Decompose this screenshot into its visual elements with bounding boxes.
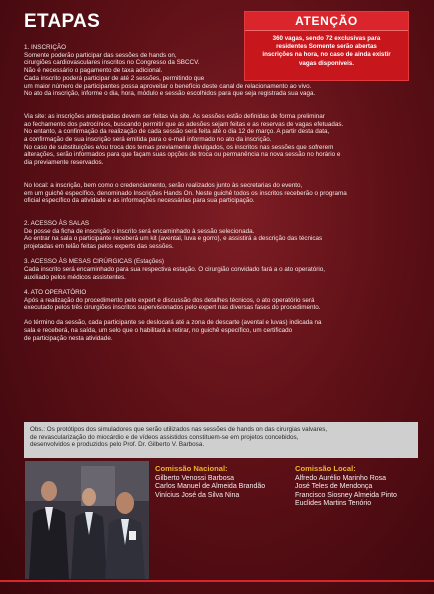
committee-member: Alfredo Aurélio Marinho Rosa (295, 474, 387, 482)
text-line: Não é necessário o pagamento de taxa adicional. (24, 67, 163, 75)
national-committee-title: Comissão Nacional: (155, 464, 228, 473)
text-line: Somente poderão participar das sessões de hands on, (24, 51, 177, 59)
text-line: ao fechamento dos patrocínios, buscando permitir que as adesões sejam feitas e as reservas de vagas efetuadas. (24, 120, 344, 128)
text-line: oficial específico da atividade e as informações necessárias para sua participação. (24, 197, 255, 205)
text-line: Após a realização do procedimento pelo expert e discussão dos detalhes técnicos, o ato operatório será (24, 296, 315, 304)
attention-title: ATENÇÃO (245, 12, 408, 31)
paragraph-no-local (24, 182, 419, 205)
text-line: auxiliado pelos médicos assistentes. (24, 273, 126, 281)
observation-box (24, 422, 418, 458)
section-acesso-salas (24, 220, 419, 251)
text-line: projetadas em telão feitas pelos experts das sessões. (24, 243, 174, 251)
committee-member: Gilberto Venossi Barbosa (155, 474, 234, 482)
text-line: alterações, serão informados para que façam suas opções de troca ou permanência na nova sessão no horário e (24, 151, 341, 159)
group-photo (25, 461, 149, 579)
page-title: ETAPAS (24, 11, 101, 32)
text-line: dia previamente reservados. (24, 159, 104, 167)
section-ato-operatorio (24, 289, 419, 312)
section-heading: 1. INSCRIÇÃO (24, 44, 66, 51)
group-photo-illustration (25, 461, 149, 579)
section-inscricao (24, 44, 419, 98)
section-heading: 2. ACESSO ÀS SALAS (24, 219, 90, 227)
attention-line: inscrições na hora, no caso de ainda existir (262, 51, 391, 59)
section-acesso-mesas (24, 258, 419, 281)
obs-line: desenvolvidos e produzidos pelo Prof. Dr. Gilberto V. Barbosa. (30, 441, 205, 449)
text-line: de participação nesta atividade. (24, 334, 113, 342)
attention-line: vagas disponíveis. (298, 59, 355, 67)
text-line: No local: a inscrição, bem como o credenciamento, serão realizados junto às secretarias do evento, (24, 181, 303, 189)
text-line: cirurgiões cardiovasculares inscritos no Congresso da SBCCV. (24, 59, 200, 67)
committee-member: José Teles de Mendonça (295, 483, 373, 491)
attention-line: 360 vagas, sendo 72 exclusivas para (272, 35, 381, 42)
bottom-rule (0, 580, 434, 582)
obs-line: de revascularização do miocárdio e de vídeos assistidos constituem-se em projetos concebidos, (30, 433, 299, 441)
text-line: No caso de substituições e/ou troca dos temas previamente divulgados, os inscritos nas sessões que sofrerem (24, 143, 334, 151)
committee-member: Euclides Martins Tenório (295, 500, 372, 508)
text-line: Ao entrar na sala o participante receberá um kit (avental, luva e gorro), e assistirá a descrição das técnicas (24, 235, 323, 243)
section-heading: 4. ATO OPERATÓRIO (24, 288, 87, 296)
obs-line: Obs.: Os protótipos dos simuladores que serão utilizados nas sessões de hands on das cirurgias valvares, (30, 426, 328, 433)
local-committee (295, 465, 397, 509)
text-line: em um guichê específico, denominado Inscrições Hands On. Neste guichê todos os inscritos receberão o programa (24, 189, 347, 197)
committee-member: Carlos Manuel de Almeida Brandão (155, 483, 266, 491)
local-committee-title: Comissão Local: (295, 464, 356, 473)
text-line: Cada inscrito será encaminhado para sua respectiva estação. O cirurgião convidado fará a o ato operatório, (24, 265, 326, 273)
attention-line: residentes Somente serão abertas (276, 43, 377, 51)
text-line: Ao término da sessão, cada participante se deslocará até a zona de descarte (avental e luvas) indicada na (24, 319, 322, 327)
text-line: um maior número de participantes possa aproveitar o benefício deste canal de relacionamento ao vivo. (24, 82, 312, 90)
text-line: executado pelos três cirurgiões inscritos supervisionados pelo expert nas diversas fases do procedimento. (24, 304, 321, 312)
steps-content (24, 44, 419, 343)
section-heading: 3. ACESSO ÀS MESAS CIRÚRGICAS (Estações) (24, 258, 164, 266)
text-line: De posse da ficha de inscrição o inscrito será encaminhado à sessão selecionada. (24, 227, 255, 235)
committee-member: Francisco Siosney Almeida Pinto (295, 491, 397, 499)
paragraph-via-site (24, 113, 419, 167)
national-committee (155, 465, 265, 500)
text-line: sala e receberá, na saída, um selo que o habilitará a retirar, no guichê específico, um certificado (24, 327, 293, 335)
text-line: No entanto, a confirmação da realização de cada sessão será feita até o dia 12 de março. A partir desta data, (24, 128, 330, 136)
text-line: No ato da inscrição, informe o dia, hora, módulo e sessão escolhidos para que seja registrada sua vaga. (24, 90, 316, 98)
paragraph-termino (24, 319, 419, 342)
text-line: Via site: as inscrições antecipadas devem ser feitas via site. As sessões estão definidas de forma preliminar (24, 112, 325, 120)
text-line: Cada inscrito poderá participar de até 2 sessões, permitindo que (24, 74, 205, 82)
committee-member: Vinícius José da Silva Nina (155, 491, 240, 499)
text-line: a confirmação de sua inscrição será emitida para o e-mail informado no ato da inscrição. (24, 136, 272, 144)
